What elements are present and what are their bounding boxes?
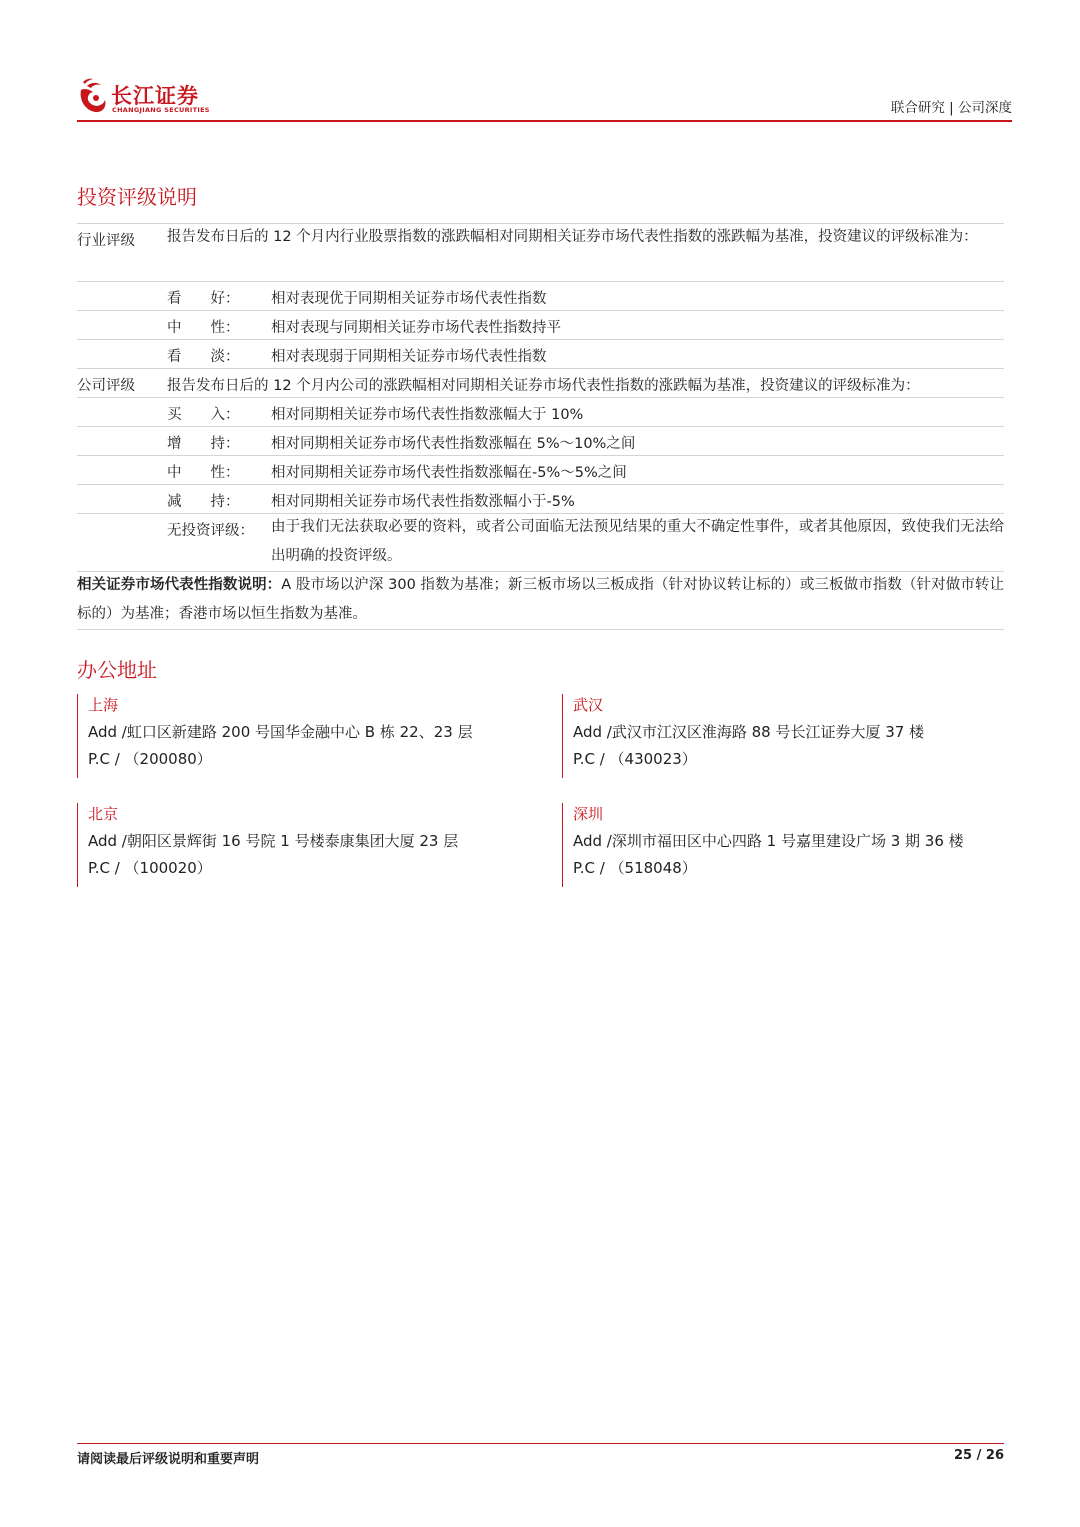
rating-name: 增 持： <box>167 436 240 452</box>
index-note-row <box>77 571 1004 629</box>
index-note-text: A 股市场以沪深 300 指数为基准；新三板市场以三板成指（针对协议转让标的）或三板做市指数（针对做市转让标的）为基准；香港市场以恒生指数为基准。 <box>77 577 1005 622</box>
footer-disclaimer: 请阅读最后评级说明和重要声明 <box>77 1452 260 1467</box>
office-card-wuhan <box>562 694 993 778</box>
office-address: Add /朝阳区景辉街 16 号院 1 号楼泰康集团大厦 23 层 <box>88 832 459 850</box>
header-divider <box>77 120 1012 122</box>
rating-desc: 相对同期相关证券市场代表性指数涨幅小于-5% <box>271 494 575 510</box>
industry-rating-item <box>77 310 1004 339</box>
company-rating-item <box>77 513 1004 571</box>
rating-desc: 由于我们无法获取必要的资料，或者公司面临无法预见结果的重大不确定性事件，或者其他原因，致使我们无法给出明确的投资评级。 <box>271 519 1004 564</box>
rating-desc: 相对同期相关证券市场代表性指数涨幅在-5%～5%之间 <box>271 465 627 481</box>
logo-chinese-name: 长江证券 <box>111 84 199 108</box>
office-city: 上海 <box>88 696 119 714</box>
rating-name: 减 持： <box>167 494 240 510</box>
office-postcode: P.C / （430023） <box>573 750 697 768</box>
company-rating-item <box>77 426 1004 455</box>
office-section-title: 办公地址 <box>77 658 157 682</box>
office-card-shanghai <box>77 694 508 778</box>
office-postcode: P.C / （200080） <box>88 750 212 768</box>
office-city: 武汉 <box>573 696 604 714</box>
company-rating-item <box>77 484 1004 513</box>
office-postcode: P.C / （518048） <box>573 859 697 877</box>
rating-table <box>77 223 1004 630</box>
rating-name: 无投资评级： <box>167 523 254 539</box>
industry-rating-item <box>77 281 1004 310</box>
office-city: 北京 <box>88 805 119 823</box>
company-rating-desc: 报告发布日后的 12 个月内公司的涨跌幅相对同期相关证券市场代表性指数的涨跌幅为基准，投资建议的评级标准为： <box>167 378 920 394</box>
rating-name: 中 性： <box>167 320 240 336</box>
office-address: Add /深圳市福田区中心四路 1 号嘉里建设广场 3 期 36 楼 <box>573 832 964 850</box>
rating-desc: 相对表现优于同期相关证券市场代表性指数 <box>271 291 547 307</box>
company-rating-row <box>77 368 1004 397</box>
industry-rating-label: 行业评级 <box>77 233 135 249</box>
office-city: 深圳 <box>573 805 604 823</box>
rating-name: 看 好： <box>167 291 240 307</box>
rating-name: 看 淡： <box>167 349 240 365</box>
company-rating-item <box>77 455 1004 484</box>
office-card-beijing <box>77 803 508 887</box>
company-rating-item <box>77 397 1004 426</box>
office-address: Add /虹口区新建路 200 号国华金融中心 B 栋 22、23 层 <box>88 723 473 741</box>
rating-desc: 相对同期相关证券市场代表性指数涨幅大于 10% <box>271 407 584 423</box>
page-number: 25 / 26 <box>954 1448 1004 1463</box>
footer-divider <box>77 1443 1004 1444</box>
industry-rating-desc: 报告发布日后的 12 个月内行业股票指数的涨跌幅相对同期相关证券市场代表性指数的涨跌幅为基准，投资建议的评级标准为： <box>167 229 978 245</box>
industry-rating-item <box>77 339 1004 368</box>
industry-rating-row <box>77 223 1004 281</box>
office-card-shenzhen <box>562 803 993 887</box>
table-bottom-border <box>77 629 1004 630</box>
index-note-label: 相关证券市场代表性指数说明： <box>77 577 282 593</box>
index-note <box>77 571 1004 629</box>
company-rating-label: 公司评级 <box>77 378 135 394</box>
rating-desc: 相对表现与同期相关证券市场代表性指数持平 <box>271 320 561 336</box>
logo-emblem-icon <box>77 76 109 116</box>
rating-name: 中 性： <box>167 465 240 481</box>
rating-section-title: 投资评级说明 <box>77 185 197 209</box>
office-address: Add /武汉市江汉区淮海路 88 号长江证券大厦 37 楼 <box>573 723 925 741</box>
rating-desc: 相对表现弱于同期相关证券市场代表性指数 <box>271 349 547 365</box>
rating-name: 买 入： <box>167 407 240 423</box>
rating-desc: 相对同期相关证券市场代表性指数涨幅在 5%～10%之间 <box>271 436 636 452</box>
office-postcode: P.C / （100020） <box>88 859 212 877</box>
report-type-label: 联合研究 | 公司深度 <box>890 100 1012 116</box>
page-header <box>77 72 1012 120</box>
company-logo <box>77 76 227 116</box>
logo-english-name: CHANGJIANG SECURITIES <box>112 106 210 114</box>
